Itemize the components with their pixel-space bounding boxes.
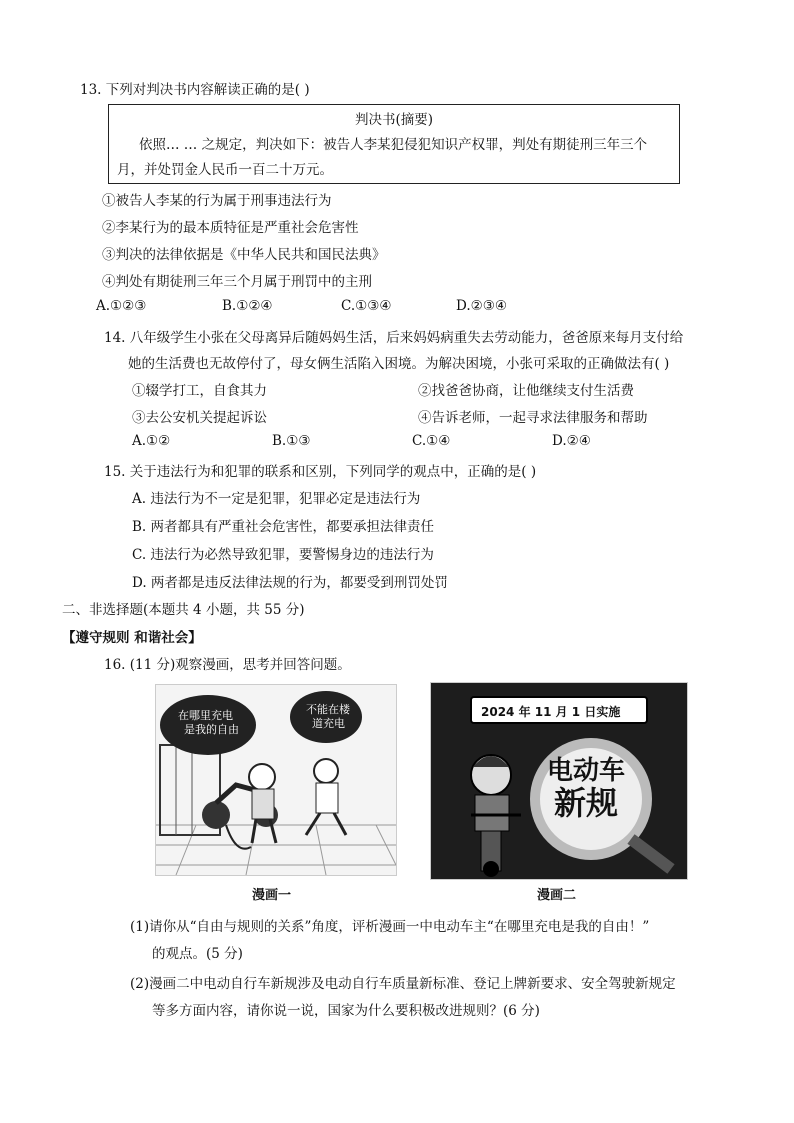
bubble-two-line-2: 道充电	[312, 717, 345, 730]
q14-option-d[interactable]: D.②④	[552, 433, 591, 449]
verdict-box	[108, 104, 680, 184]
q14-stem-line-2: 她的生活费也无故停付了，母女俩生活陷入困境。为解决困境，小张可采取的正确做法有( )	[128, 356, 670, 372]
q13-statement-2: ②李某行为的最本质特征是严重社会危害性	[102, 220, 359, 236]
q13-option-b[interactable]: B.①②④	[222, 298, 273, 314]
q16-sub1-line-2: 的观点。(5 分)	[152, 946, 243, 962]
bubble-one-line-2: 是我的自由	[184, 723, 239, 736]
q14-option-a[interactable]: A.①②	[132, 433, 171, 449]
q13-statement-4: ④判处有期徒刑三年三个月属于刑罚中的主刑	[102, 274, 372, 290]
q15-option-b[interactable]: B. 两者都具有严重社会危害性，都要承担法律责任	[132, 519, 435, 535]
section-2-theme: 【遵守规则 和谐社会】	[62, 630, 202, 646]
cartoon-two	[430, 682, 688, 880]
q13-option-d[interactable]: D.②③④	[456, 298, 507, 314]
lens-text-line-2: 新规	[554, 784, 619, 822]
q15-option-a[interactable]: A. 违法行为不一定是犯罪，犯罪必定是违法行为	[132, 491, 421, 507]
q13-statement-1: ①被告人李某的行为属于刑事违法行为	[102, 193, 332, 209]
q14-option-c[interactable]: C.①④	[412, 433, 451, 449]
q14-statement-4: ④告诉老师，一起寻求法律服务和帮助	[418, 410, 648, 426]
q14-statement-1: ①辍学打工，自食其力	[132, 383, 267, 399]
q15-option-d[interactable]: D. 两者都是违反法律法规的行为，都要受到刑罚处罚	[132, 575, 448, 591]
verdict-title: 判决书(摘要)	[354, 112, 434, 128]
cartoon-one	[155, 684, 397, 876]
q13-option-a[interactable]: A.①②③	[96, 298, 147, 314]
cartoon-two-banner: 2024 年 11 月 1 日实施	[481, 705, 621, 719]
q14-statement-2: ②找爸爸协商，让他继续支付生活费	[418, 383, 634, 399]
q15-stem: 15. 关于违法行为和犯罪的联系和区别，下列同学的观点中，正确的是( )	[104, 464, 537, 480]
q14-statement-3: ③去公安机关提起诉讼	[132, 410, 267, 426]
q16-sub1-line-1: (1)请你从“自由与规则的关系”角度，评析漫画一中电动车主“在哪里充电是我的自由！”	[130, 919, 650, 935]
q16-sub2-line-2: 等多方面内容，请你说一说，国家为什么要积极改进规则？(6 分)	[152, 1003, 540, 1019]
cartoon-one-caption: 漫画一	[252, 888, 292, 903]
q16-stem: 16. (11 分)观察漫画，思考并回答问题。	[104, 657, 351, 673]
verdict-line-2: 月，并处罚金人民币一百二十万元。	[117, 162, 333, 178]
section-2-title: 二、非选择题(本题共 4 小题，共 55 分)	[62, 602, 305, 618]
q13-option-c[interactable]: C.①③④	[341, 298, 392, 314]
bubble-two-line-1: 不能在楼	[306, 703, 350, 716]
lens-text-line-1: 电动车	[547, 756, 626, 786]
q15-option-c[interactable]: C. 违法行为必然导致犯罪，要警惕身边的违法行为	[132, 547, 434, 563]
verdict-line-1: 依照… … 之规定，判决如下：被告人李某犯侵犯知识产权罪，判处有期徒刑三年三个	[139, 137, 648, 153]
q14-option-b[interactable]: B.①③	[272, 433, 311, 449]
bubble-one-line-1: 在哪里充电	[178, 709, 233, 722]
cartoon-two-caption: 漫画二	[537, 888, 577, 903]
q14-stem-line-1: 14. 八年级学生小张在父母离异后随妈妈生活，后来妈妈病重失去劳动能力，爸爸原来每月支付给	[104, 330, 684, 346]
q13-statement-3: ③判决的法律依据是《中华人民共和国民法典》	[102, 247, 386, 263]
q13-stem: 13. 下列对判决书内容解读正确的是( )	[80, 82, 310, 98]
q16-sub2-line-1: (2)漫画二中电动自行车新规涉及电动自行车质量新标准、登记上牌新要求、安全驾驶新规定	[130, 976, 676, 992]
